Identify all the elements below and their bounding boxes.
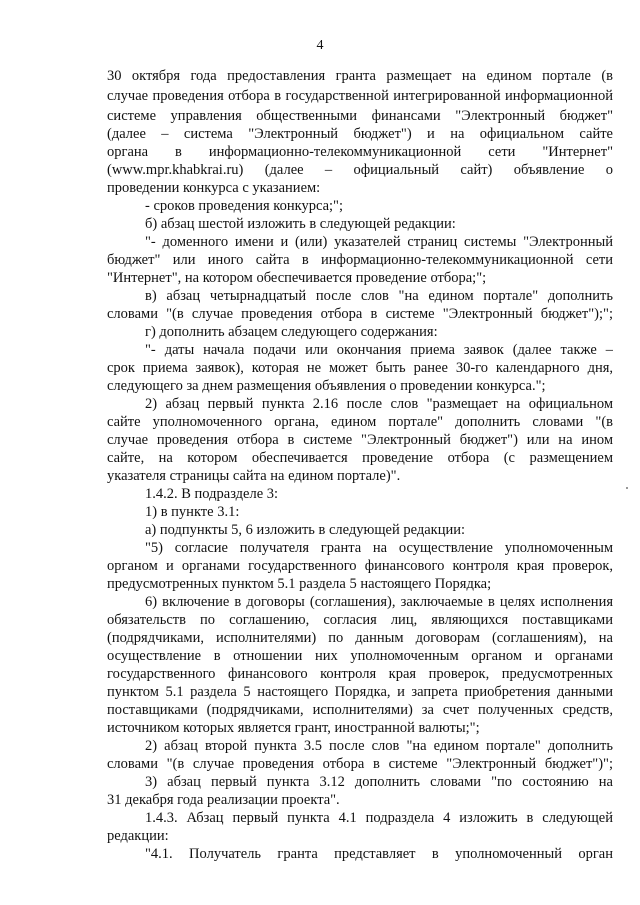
text-line: - сроков проведения конкурса;";: [145, 198, 343, 214]
text-line: системе управления общественными финансами "Электронный бюджет": [107, 108, 613, 124]
text-line: государственного финансового контроля края проверок, предусмотренных: [107, 666, 613, 682]
text-line: 31 декабря года реализации проекта".: [107, 792, 340, 808]
text-line: (подрядчиками, исполнителями) по данным договорам (соглашениям), на: [107, 630, 613, 646]
text-line: поставщиками (подрядчиками, исполнителями) за счет полученных средств,: [107, 702, 613, 718]
text-line: словами "(в случае проведения отбора в системе "Электронный бюджет");";: [107, 306, 613, 322]
text-line: 2) абзац второй пункта 3.5 после слов "на едином портале" дополнить: [145, 738, 613, 754]
text-line: случае проведения отбора в системе "Электронный бюджет") или на ином: [107, 432, 613, 448]
text-line: б) абзац шестой изложить в следующей редакции:: [145, 216, 456, 232]
text-line: редакции:: [107, 828, 169, 844]
text-line: пунктом 5.1 раздела 5 настоящего Порядка, и запрета приобретения данными: [107, 684, 613, 700]
text-line: 1) в пункте 3.1:: [145, 504, 240, 520]
text-line: "- даты начала подачи или окончания приема заявок (далее также –: [145, 342, 613, 358]
text-line: 30 октября года предоставления гранта размещает на едином портале (в: [107, 68, 613, 84]
text-line: словами "(в случае проведения отбора в системе "Электронный бюджет")";: [107, 756, 613, 772]
text-line: 6) включение в договоры (соглашения), заключаемые в целях исполнения: [145, 594, 613, 610]
text-line: 1.4.2. В подразделе 3:: [145, 486, 279, 502]
text-line: (www.mpr.khabkrai.ru) (далее – официальный сайт) объявление о: [107, 162, 613, 178]
text-line: 2) абзац первый пункта 2.16 после слов "размещает на официальном: [145, 396, 613, 412]
text-line: 1.4.3. Абзац первый пункта 4.1 подраздела 4 изложить в следующей: [145, 810, 613, 826]
text-line: "5) согласие получателя гранта на осуществление уполномоченным: [145, 540, 613, 556]
scan-speck: [626, 487, 628, 489]
text-line: случае проведения отбора в государственной интегрированной информационной: [107, 88, 613, 104]
text-line: "Интернет", на котором обеспечивается проведение отбора;";: [107, 270, 487, 286]
text-line: г) дополнить абзацем следующего содержания:: [145, 324, 438, 340]
text-line: следующего за днем размещения объявления о проведении конкурса.";: [107, 378, 546, 394]
text-line: 3) абзац первый пункта 3.12 дополнить словами "по состоянию на: [145, 774, 613, 790]
text-line: обязательств по соглашению, согласия лиц, являющихся поставщиками: [107, 612, 613, 628]
text-line: "4.1. Получатель гранта представляет в уполномоченный орган: [145, 846, 613, 862]
text-line: "- доменного имени и (или) указателей страниц системы "Электронный: [145, 234, 613, 250]
text-line: сайте уполномоченного органа, едином портале" дополнить словами "(в: [107, 414, 613, 430]
text-line: осуществление в отношении них уполномоченным органом и органами: [107, 648, 613, 664]
text-line: проведении конкурса с указанием:: [107, 180, 321, 196]
text-line: (далее – система "Электронный бюджет") и на официальном сайте: [107, 126, 613, 142]
text-line: срок приема заявок), которая не может быть ранее 30-го календарного дня,: [107, 360, 613, 376]
text-line: в) абзац четырнадцатый после слов "на едином портале" дополнить: [145, 288, 613, 304]
page-number: 4: [316, 38, 324, 53]
text-line: органа в информационно-телекоммуникационной сети "Интернет": [107, 144, 613, 160]
text-line: указателя страницы сайта на едином портале)".: [107, 468, 401, 484]
text-line: бюджет" или иного сайта в информационно-телекоммуникационной сети: [107, 252, 613, 268]
text-line: органом и органами государственного финансового контроля края проверок,: [107, 558, 613, 574]
text-line: а) подпункты 5, 6 изложить в следующей редакции:: [145, 522, 466, 538]
text-line: источником которых является грант, иностранной валюты;";: [107, 720, 480, 736]
text-line: предусмотренных пунктом 5.1 раздела 5 настоящего Порядка;: [107, 576, 492, 592]
text-line: сайте, на котором обеспечивается проведение отбора (с размещением: [107, 450, 613, 466]
